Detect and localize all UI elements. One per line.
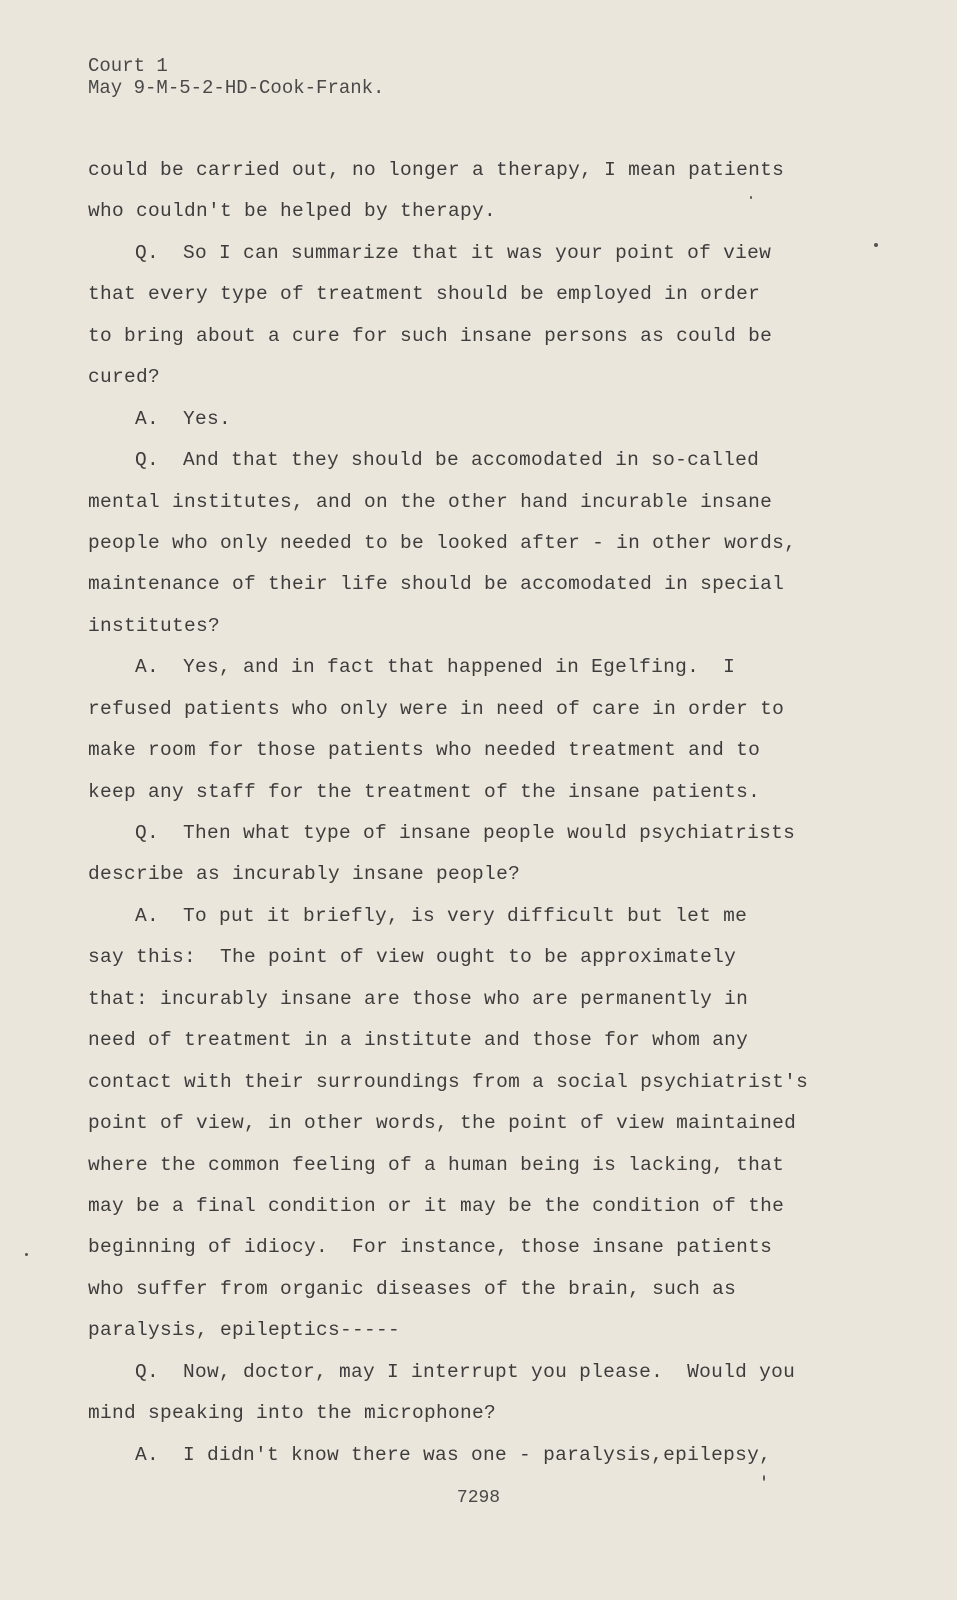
transcript-line: paralysis, epileptics----- <box>88 1319 401 1342</box>
transcript-line: people who only needed to be looked after - in other words, <box>88 531 797 554</box>
scan-speck <box>750 196 752 199</box>
transcript-line: refused patients who only were in need of care in order to <box>88 697 785 720</box>
transcript-line: cured? <box>88 366 161 389</box>
transcript-line: that: incurably insane are those who are permanently in <box>88 987 749 1010</box>
page-number: 7298 <box>456 1488 501 1508</box>
transcript-line: mental institutes, and on the other hand incurable insane <box>88 490 773 513</box>
transcript-line: who suffer from organic diseases of the brain, such as <box>88 1277 737 1300</box>
document-header <box>88 55 384 99</box>
transcript-line: say this: The point of view ought to be approximately <box>88 946 737 969</box>
transcript-line: A. Yes, and in fact that happened in Egelfing. I <box>135 656 736 679</box>
transcript-line: to bring about a cure for such insane persons as could be <box>88 324 773 347</box>
transcript-line: A. To put it briefly, is very difficult but let me <box>135 904 748 927</box>
transcript-line: A. I didn't know there was one - paralysis,epilepsy, <box>135 1443 772 1466</box>
transcript-line: make room for those patients who needed treatment and to <box>88 739 761 762</box>
transcript-line: need of treatment in a institute and those for whom any <box>88 1029 749 1052</box>
transcript-line: where the common feeling of a human being is lacking, that <box>88 1153 785 1176</box>
transcript-body <box>88 150 888 1476</box>
scan-speck <box>763 1475 765 1481</box>
transcript-line: maintenance of their life should be accomodated in special <box>88 573 785 596</box>
transcript-line: contact with their surroundings from a social psychiatrist's <box>88 1070 809 1093</box>
transcript-line: Q. Then what type of insane people would psychiatrists <box>135 822 796 844</box>
transcript-line: institutes? <box>88 614 221 637</box>
court-label: Court 1 <box>88 55 168 77</box>
transcript-line: A. Yes. <box>135 407 232 430</box>
transcript-line: point of view, in other words, the point of view maintained <box>88 1112 797 1135</box>
transcript-line: keep any staff for the treatment of the insane patients. <box>88 780 761 803</box>
transcript-line: Q. Now, doctor, may I interrupt you please. Would you <box>135 1360 796 1383</box>
transcript-line: that every type of treatment should be employed in order <box>88 283 761 306</box>
transcript-line: mind speaking into the microphone? <box>88 1402 497 1425</box>
scan-speck <box>874 243 878 247</box>
transcript-line: Q. So I can summarize that it was your point of view <box>135 241 772 264</box>
transcript-line: describe as incurably insane people? <box>88 863 521 886</box>
transcript-line: could be carried out, no longer a therapy, I mean patients <box>88 159 785 181</box>
transcript-line: may be a final condition or it may be the condition of the <box>88 1194 785 1217</box>
transcript-line: Q. And that they should be accomodated in so-called <box>135 449 760 472</box>
scan-speck <box>25 1253 28 1256</box>
transcript-line: who couldn't be helped by therapy. <box>88 200 497 223</box>
transcript-line: beginning of idiocy. For instance, those insane patients <box>88 1236 773 1259</box>
session-code: May 9-M-5-2-HD-Cook-Frank. <box>88 77 385 99</box>
